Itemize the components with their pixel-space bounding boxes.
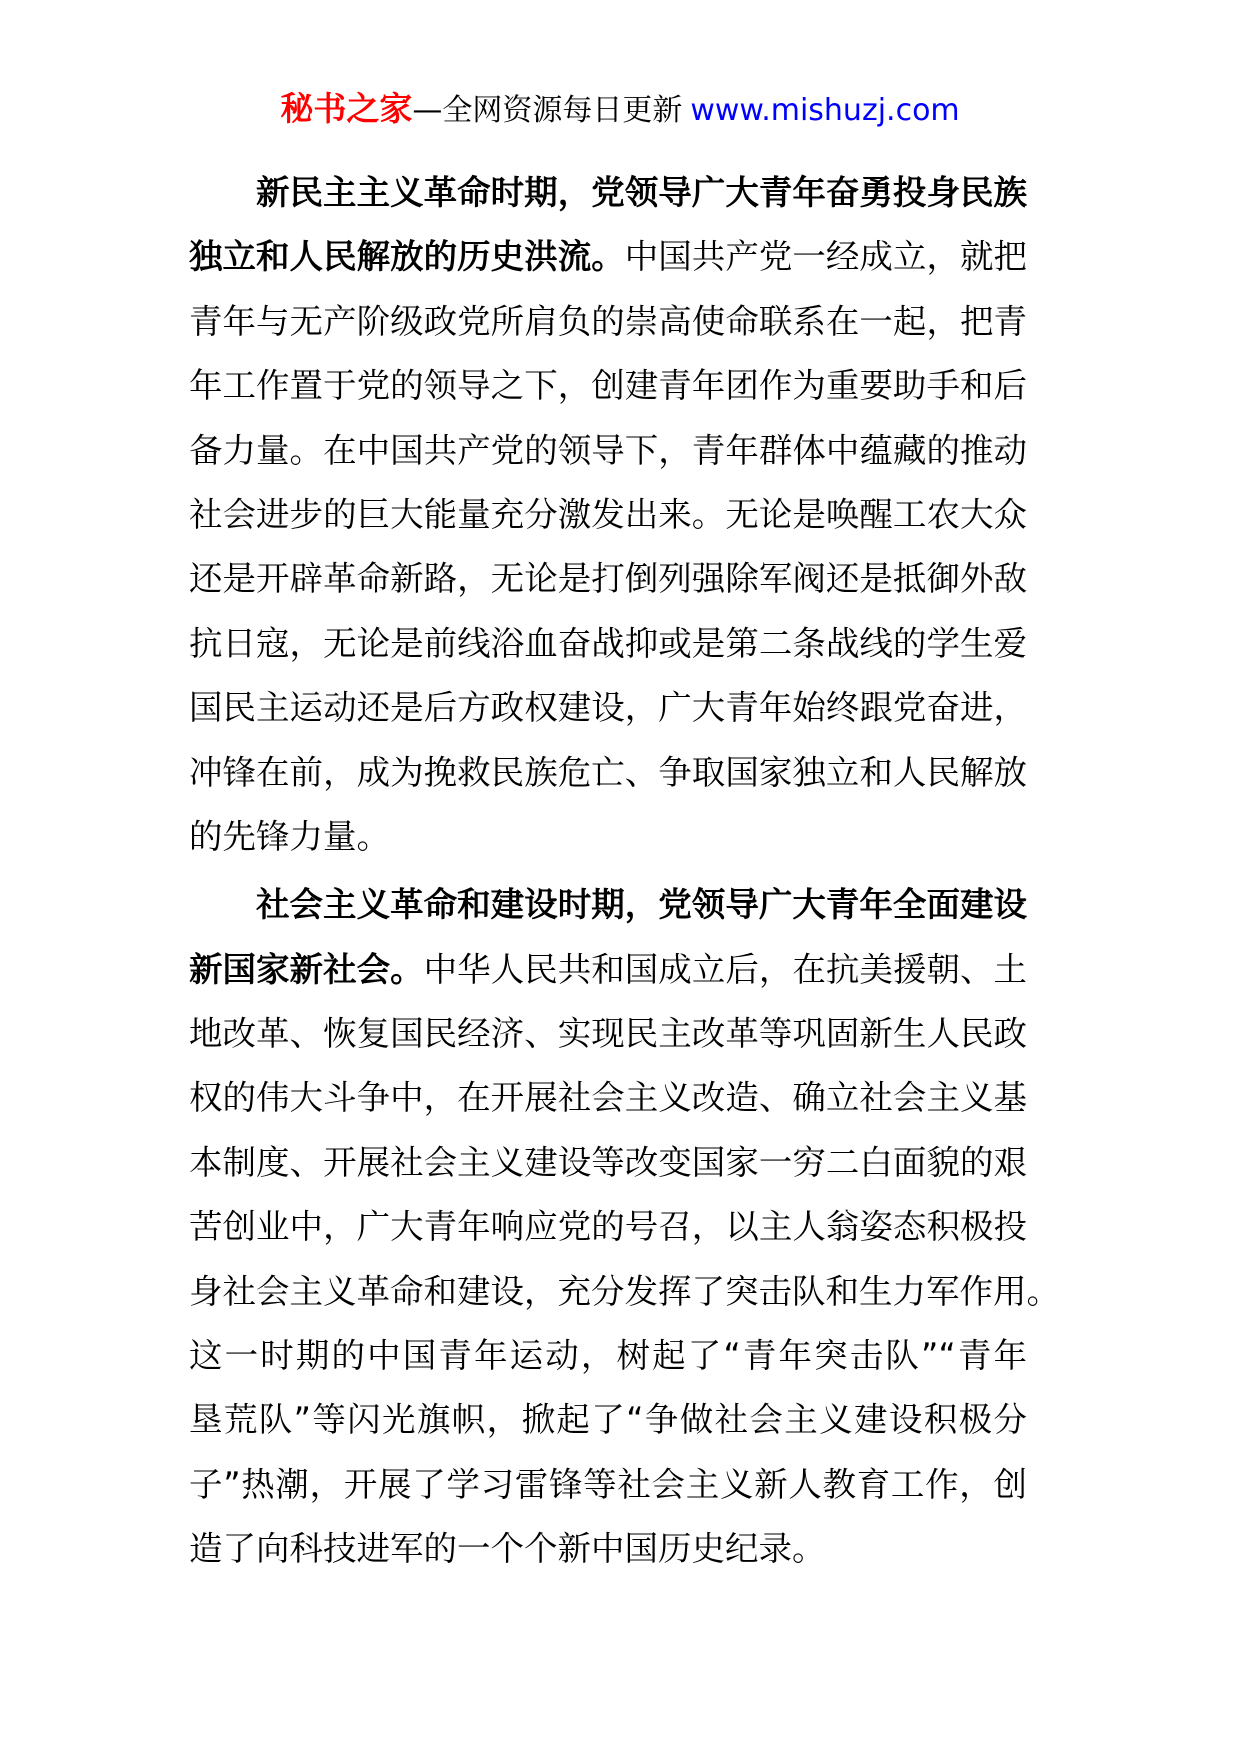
text-line [189,1260,1060,1324]
body-text: 中华人民共和国成立后，在抗美援朝、土 [423,949,1028,989]
text-line [189,938,1027,1002]
lead-sentence: 社会主义革命和建设时期，党领导广大青年全面建设 [256,885,1027,925]
lead-sentence: 新国家新社会。 [189,949,424,989]
text-line [189,290,1027,354]
text-line [189,1131,1027,1195]
text-line [189,1324,1027,1388]
body-text: 造了向科技进军的一个个新中国历史纪录。 [189,1529,826,1569]
body-text: 地改革、恢复国民经济、实现民主改革等巩固新生人民政 [189,1014,1027,1054]
lead-sentence: 新民主主义革命时期，党领导广大青年奋勇投身民族 [256,173,1027,212]
paragraph [189,873,1060,1581]
brand-name: 秘书之家 [280,89,413,128]
text-line [189,873,1027,937]
text-line [189,1066,1027,1130]
body-text: 还是开辟革命新路，无论是打倒列强除军阀还是抵御外敌 [189,559,1027,599]
body-text: 备力量。在中国共产党的领导下，青年群体中蕴藏的推动 [189,430,1027,470]
website-link[interactable]: www.mishuzj.com [690,93,960,128]
text-line [189,805,1027,869]
text-line [189,225,1027,289]
text-line [189,483,1027,547]
text-line [189,676,1027,740]
header-tagline: —全网资源每日更新 [412,93,683,128]
body-text: 权的伟大斗争中，在开展社会主义改造、确立社会主义基 [189,1078,1027,1118]
text-line [189,741,1027,805]
text-line [189,1388,1027,1452]
document-body [189,161,1060,1586]
text-line [189,1002,1027,1066]
body-text: 身社会主义革命和建设，充分发挥了突击队和生力军作用。 [189,1271,1060,1311]
text-line [189,161,1027,225]
body-text: 年工作置于党的领导之下，创建青年团作为重要助手和后 [189,366,1027,406]
body-text: 冲锋在前，成为挽救民族危亡、争取国家独立和人民解放 [189,752,1027,792]
text-line [189,612,1027,676]
body-text: 的先锋力量。 [189,816,390,856]
body-text: 国民主运动还是后方政权建设，广大青年始终跟党奋进， [189,688,1027,728]
lead-sentence: 独立和人民解放的历史洪流。 [189,237,625,277]
body-text: 这一时期的中国青年运动，树起了“青年突击队”“青年 [189,1336,1027,1376]
text-line [189,419,1027,483]
paragraph [189,161,1027,869]
body-text: 垦荒队”等闪光旗帜，掀起了“争做社会主义建设积极分 [189,1400,1027,1440]
body-text: 子”热潮，开展了学习雷锋等社会主义新人教育工作，创 [189,1464,1027,1504]
page-header [0,88,1240,132]
text-line [189,354,1027,418]
body-text: 青年与无产阶级政党所肩负的崇高使命联系在一起，把青 [189,301,1027,341]
body-text: 社会进步的巨大能量充分激发出来。无论是唤醒工农大众 [189,494,1027,534]
text-line [189,1453,1027,1517]
body-text: 苦创业中，广大青年响应党的号召，以主人翁姿态积极投 [189,1207,1027,1247]
text-line [189,547,1027,611]
body-text: 抗日寇，无论是前线浴血奋战抑或是第二条战线的学生爱 [189,623,1027,663]
body-text: 中国共产党一经成立，就把 [624,237,1028,277]
body-text: 本制度、开展社会主义建设等改变国家一穷二白面貌的艰 [189,1142,1027,1182]
text-line [189,1517,1027,1581]
text-line [189,1195,1027,1259]
